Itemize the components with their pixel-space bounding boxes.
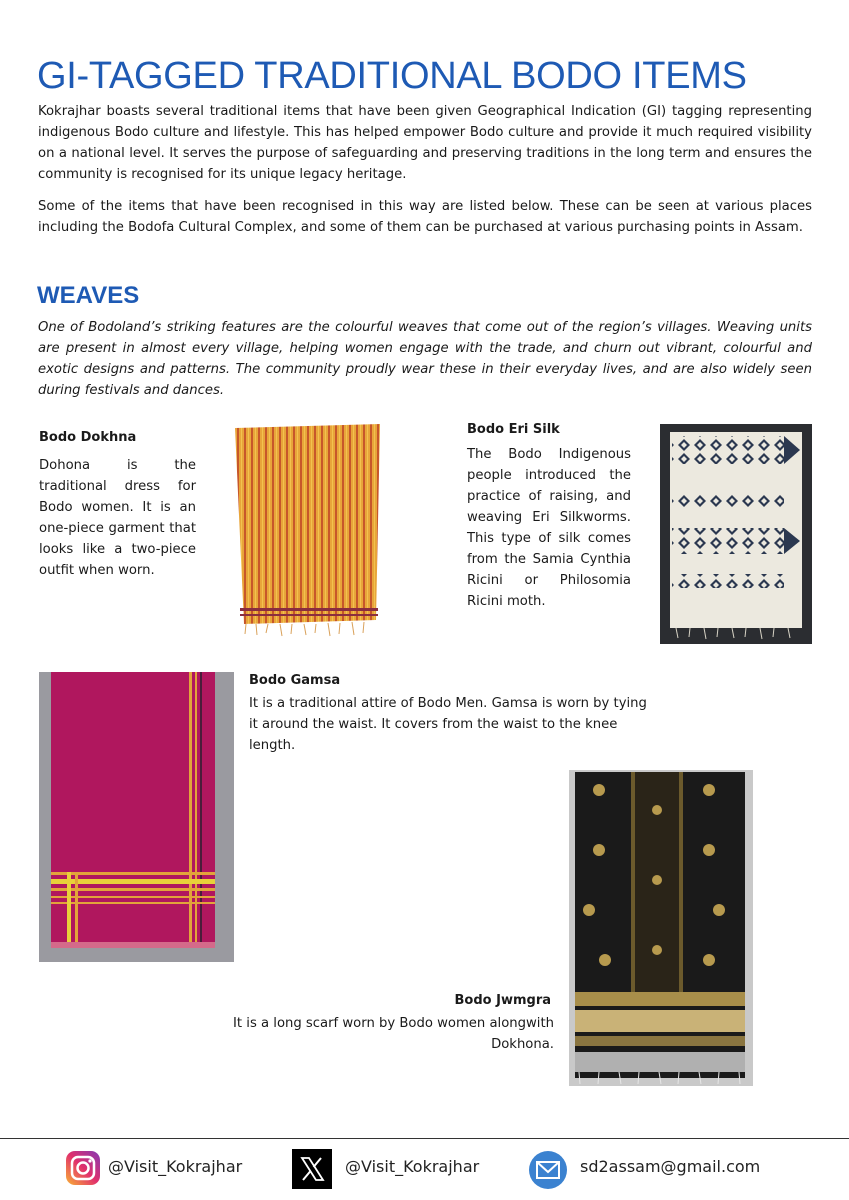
intro-paragraph-1: Kokrajhar boasts several traditional items that have been given Geographical Indication (GI) tagging representing indigenous Bodo culture and lifestyle. This has helped empower Bodo culture and provide it much required visibility on a national level. It serves the purpose of safeguarding and preserving traditions in the long term and ensures the community is recognised for its unique legacy heritage.	[38, 104, 812, 182]
jwmgra-text: It is a long scarf worn by Bodo women alongwith Dokhona.	[233, 1016, 554, 1052]
intro-paragraph-2: Some of the items that have been recognised in this way are listed below. These can be seen at various places including the Bodofa Cultural Complex, and some of them can be purchased at various purchasing points in Assam.	[38, 199, 812, 235]
instagram-icon[interactable]	[64, 1149, 102, 1187]
instagram-handle[interactable]: @Visit_Kokrajhar	[108, 1157, 243, 1176]
weaves-intro: One of Bodoland’s striking features are the colourful weaves that come out of the region’s villages. Weaving units are present in almost every village, helping women engage with the trade, and churn out vibrant, colourful and exotic designs and patterns. The community proudly wear these in their everyday lives, and are also widely seen during festivals and dances.	[38, 320, 812, 398]
gamsa-text: It is a traditional attire of Bodo Men. Gamsa is worn by tying it around the waist. It covers from the waist to the knee length.	[249, 696, 647, 753]
x-icon[interactable]	[292, 1149, 332, 1189]
jwmgra-image	[569, 770, 753, 1086]
x-handle[interactable]: @Visit_Kokrajhar	[345, 1157, 480, 1176]
eri-silk-text: The Bodo Indigenous people introduced the practice of raising, and weaving Eri Silkworms. This type of silk comes from the Samia Cynthia Ricini or Philosomia Ricini moth.	[467, 447, 631, 609]
page-title: GI-TAGGED TRADITIONAL BODO ITEMS	[37, 55, 747, 97]
email-icon[interactable]	[528, 1150, 568, 1190]
eri-silk-image	[660, 424, 812, 644]
dokhna-text: Dohona is the traditional dress for Bodo women. It is an one-piece garment that looks like a two-piece outfit when worn.	[39, 458, 196, 578]
gamsa-title: Bodo Gamsa	[249, 673, 341, 688]
weaves-heading: WEAVES	[37, 282, 140, 309]
email-address[interactable]: sd2assam@gmail.com	[580, 1157, 761, 1176]
dokhna-image	[230, 420, 385, 640]
dokhna-title: Bodo Dokhna	[39, 430, 137, 445]
eri-silk-title: Bodo Eri Silk	[467, 422, 560, 437]
gamsa-image	[39, 672, 234, 962]
jwmgra-title: Bodo Jwmgra	[454, 993, 551, 1008]
footer-divider	[0, 1138, 849, 1139]
